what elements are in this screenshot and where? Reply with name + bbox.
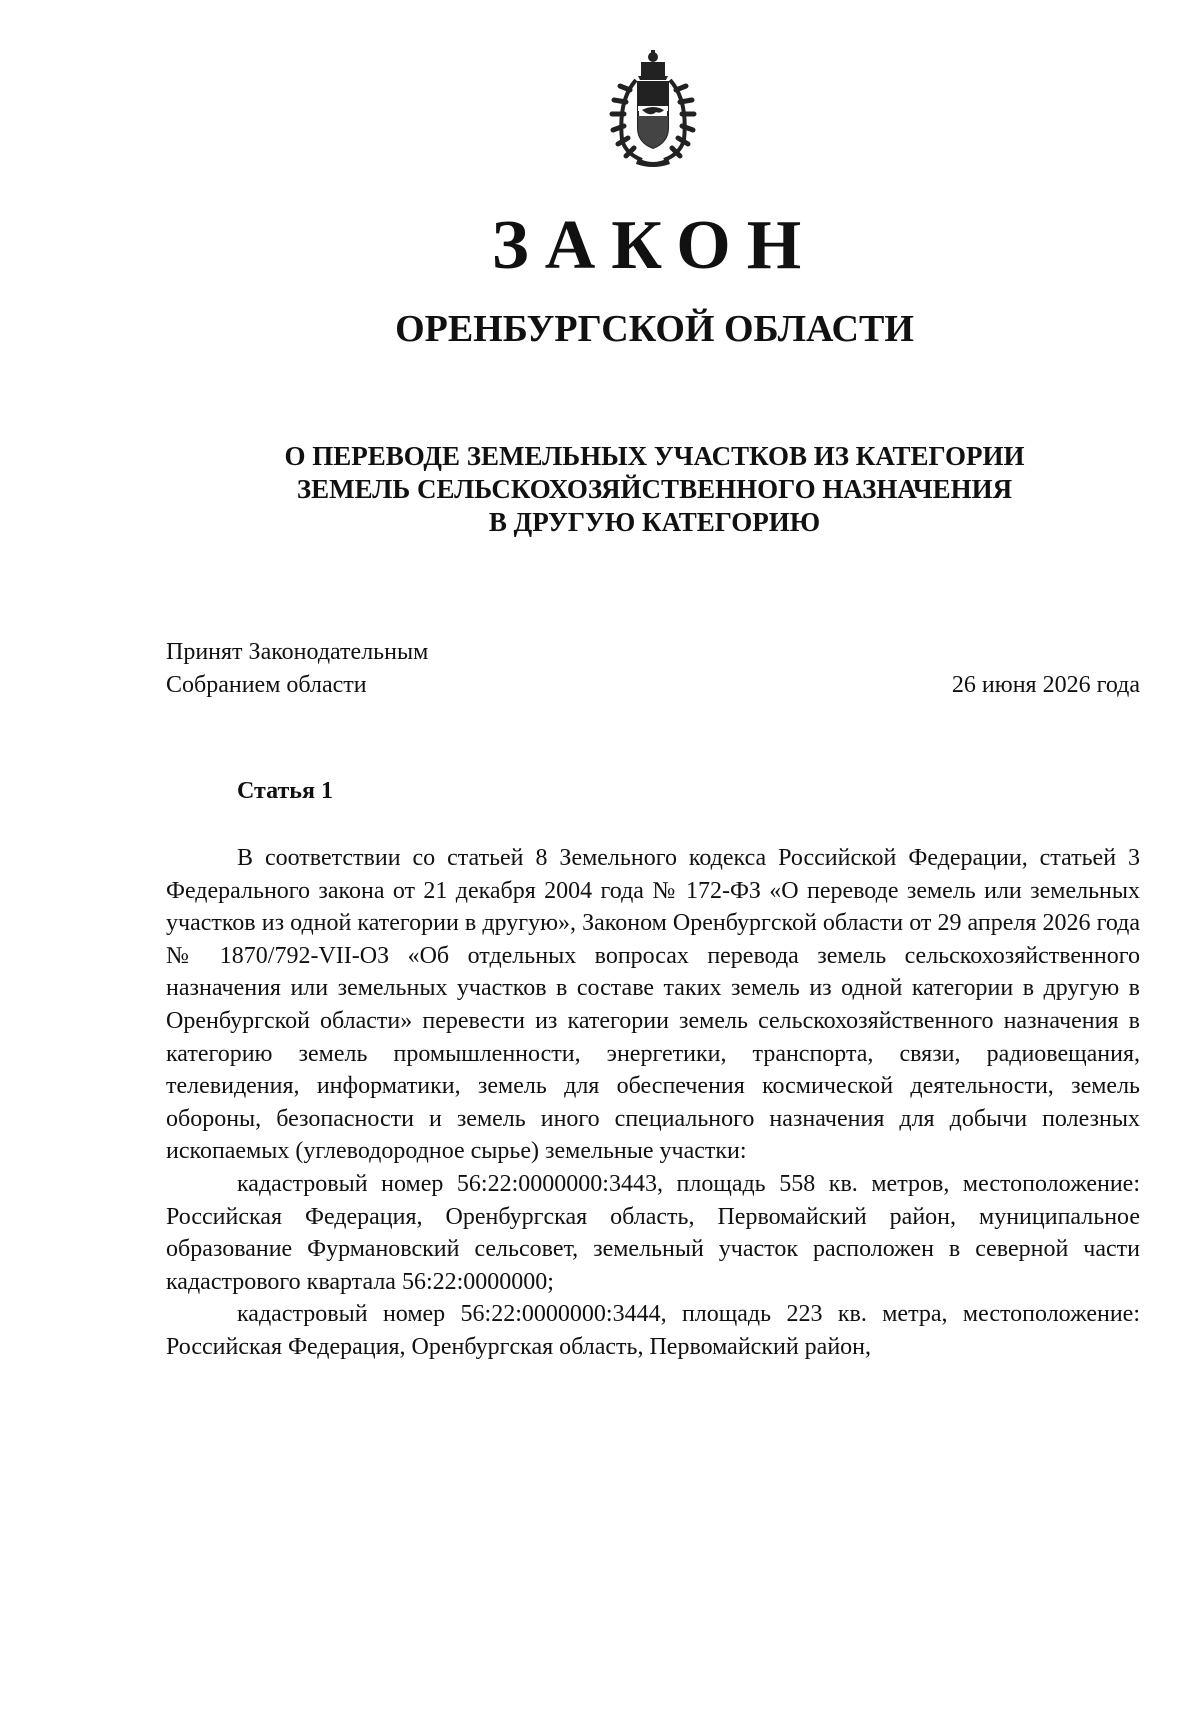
document-type-title: ЗАКОН <box>491 207 818 284</box>
article-paragraph: кадастровый номер 56:22:0000000:3444, площадь 223 кв. метра, местоположение: Российская Федерация, Оренбургская область, Первомайский район, <box>166 1301 1140 1360</box>
region-title: ОРЕНБУРГСКОЙ ОБЛАСТИ <box>395 308 914 350</box>
article-body <box>166 842 1140 1364</box>
adoption-statement <box>166 636 428 702</box>
law-name-line: ЗЕМЕЛЬ СЕЛЬСКОХОЗЯЙСТВЕННОГО НАЗНАЧЕНИЯ <box>296 474 1013 504</box>
law-name-line: В ДРУГУЮ КАТЕГОРИЮ <box>488 507 821 537</box>
law-name-line: О ПЕРЕВОДЕ ЗЕМЕЛЬНЫХ УЧАСТКОВ ИЗ КАТЕГОРИИ <box>284 441 1025 471</box>
adoption-line: Собранием области <box>166 672 367 698</box>
law-name <box>0 440 1200 539</box>
article-paragraph: В соответствии со статьей 8 Земельного кодекса Российской Федерации, статьей 3 Федерального закона от 21 декабря 2004 года № 172-ФЗ «О переводе земель или земельных участков из одной категории в другую», Законом Оренбургской области от 29 апреля 2026 года № 1870/792-VII-ОЗ «Об отдельных вопросах перевода земель сельскохозяйственного назначения или земельных участков в составе таких земель из одной категории в другую в Оренбургской области» перевести из категории земель сельскохозяйственного назначения в категорию земель промышленности, энергетики, транспорта, связи, радиовещания, телевидения, информатики, земель для обеспечения космической деятельности, земель обороны, безопасности и земель иного специального назначения для добычи полезных ископаемых (углеводородное сырье) земельные участки: <box>166 845 1140 1165</box>
orenburg-coat-of-arms-icon <box>608 50 698 168</box>
article-heading: Статья 1 <box>237 778 333 804</box>
adoption-line: Принят Законодательным <box>166 639 429 665</box>
article-paragraph: кадастровый номер 56:22:0000000:3443, площадь 558 кв. метров, местоположение: Российская Федерация, Оренбургская область, Первомайский район, муниципальное образование Фурмановский сельсовет, земельный участок расположен в северной части кадастрового квартала 56:22:0000000; <box>166 1170 1140 1295</box>
adoption-date: 26 июня 2026 года <box>951 672 1140 698</box>
